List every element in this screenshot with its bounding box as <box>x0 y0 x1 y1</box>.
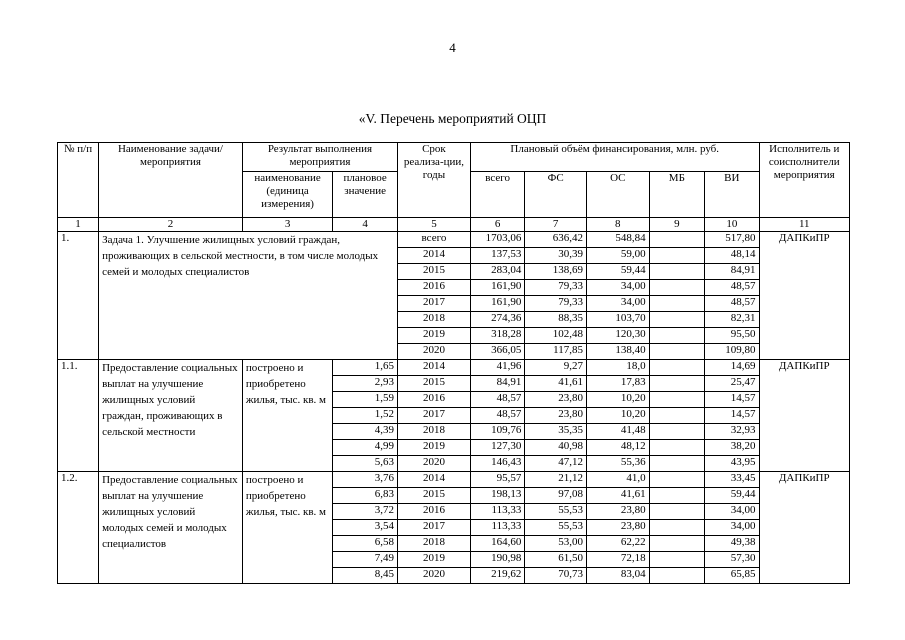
total-cell: 164,60 <box>470 536 524 552</box>
column-number: 5 <box>397 218 470 232</box>
vi-cell: 84,91 <box>705 264 759 280</box>
task-name: Предоставление социальных выплат на улучшение жилищных условий граждан, проживающих в сельской местности <box>99 360 243 472</box>
vi-cell: 32,93 <box>705 424 759 440</box>
measures-table <box>57 142 850 584</box>
os-cell: 55,36 <box>586 456 649 472</box>
header-os: ОС <box>586 172 649 218</box>
row-number: 1.2. <box>58 472 99 584</box>
total-cell: 198,13 <box>470 488 524 504</box>
total-cell: 161,90 <box>470 296 524 312</box>
vi-cell: 38,20 <box>705 440 759 456</box>
header-term: Срок реализа-ции, годы <box>397 143 470 218</box>
total-cell: 109,76 <box>470 424 524 440</box>
result-unit: построено и приобретено жилья, тыс. кв. м <box>242 472 332 584</box>
total-cell: 113,33 <box>470 520 524 536</box>
column-number: 2 <box>99 218 243 232</box>
fs-cell: 79,33 <box>525 296 587 312</box>
mb-cell <box>649 568 704 584</box>
mb-cell <box>649 408 704 424</box>
fs-cell: 55,53 <box>525 504 587 520</box>
total-cell: 95,57 <box>470 472 524 488</box>
total-cell: 113,33 <box>470 504 524 520</box>
table-body <box>58 232 850 584</box>
total-cell: 274,36 <box>470 312 524 328</box>
year-cell: 2014 <box>397 248 470 264</box>
plan-value: 7,49 <box>333 552 398 568</box>
os-cell: 72,18 <box>586 552 649 568</box>
table-row <box>58 232 850 248</box>
mb-cell <box>649 504 704 520</box>
fs-cell: 53,00 <box>525 536 587 552</box>
header-fs: ФС <box>525 172 587 218</box>
mb-cell <box>649 264 704 280</box>
mb-cell <box>649 312 704 328</box>
fs-cell: 636,42 <box>525 232 587 248</box>
fs-cell: 21,12 <box>525 472 587 488</box>
vi-cell: 14,69 <box>705 360 759 376</box>
year-cell: 2020 <box>397 568 470 584</box>
header-mb: МБ <box>649 172 704 218</box>
year-cell: 2019 <box>397 440 470 456</box>
vi-cell: 517,80 <box>705 232 759 248</box>
vi-cell: 48,57 <box>705 296 759 312</box>
total-cell: 146,43 <box>470 456 524 472</box>
os-cell: 18,0 <box>586 360 649 376</box>
year-cell: 2016 <box>397 392 470 408</box>
task-name: Задача 1. Улучшение жилищных условий граждан, проживающих в сельской местности, в том числе молодых семей и молодых специалистов <box>99 232 398 360</box>
vi-cell: 14,57 <box>705 392 759 408</box>
fs-cell: 30,39 <box>525 248 587 264</box>
year-cell: 2014 <box>397 472 470 488</box>
os-cell: 48,12 <box>586 440 649 456</box>
mb-cell <box>649 360 704 376</box>
plan-value: 3,76 <box>333 472 398 488</box>
vi-cell: 48,57 <box>705 280 759 296</box>
row-number: 1.1. <box>58 360 99 472</box>
year-cell: 2018 <box>397 312 470 328</box>
header-result: Результат выполнения мероприятия <box>242 143 397 172</box>
total-cell: 137,53 <box>470 248 524 264</box>
header-finance: Плановый объём финансирования, млн. руб. <box>470 143 759 172</box>
os-cell: 548,84 <box>586 232 649 248</box>
plan-value: 4,39 <box>333 424 398 440</box>
os-cell: 41,0 <box>586 472 649 488</box>
fs-cell: 97,08 <box>525 488 587 504</box>
fs-cell: 88,35 <box>525 312 587 328</box>
plan-value: 1,59 <box>333 392 398 408</box>
header-executor: Исполнитель и соисполнители мероприятия <box>759 143 849 218</box>
vi-cell: 57,30 <box>705 552 759 568</box>
column-number: 11 <box>759 218 849 232</box>
mb-cell <box>649 552 704 568</box>
fs-cell: 40,98 <box>525 440 587 456</box>
total-cell: 283,04 <box>470 264 524 280</box>
os-cell: 41,61 <box>586 488 649 504</box>
plan-value: 6,58 <box>333 536 398 552</box>
vi-cell: 109,80 <box>705 344 759 360</box>
task-name: Предоставление социальных выплат на улучшение жилищных условий молодых семей и молодых специалистов <box>99 472 243 584</box>
mb-cell <box>649 440 704 456</box>
plan-value: 1,52 <box>333 408 398 424</box>
year-cell: 2015 <box>397 488 470 504</box>
os-cell: 34,00 <box>586 296 649 312</box>
year-cell: всего <box>397 232 470 248</box>
column-number: 9 <box>649 218 704 232</box>
executor-cell: ДАПКиПР <box>759 360 849 472</box>
page-title: «V. Перечень мероприятий ОЦП <box>358 111 547 126</box>
header-task: Наименование задачи/мероприятия <box>99 143 243 218</box>
os-cell: 59,44 <box>586 264 649 280</box>
vi-cell: 33,45 <box>705 472 759 488</box>
mb-cell <box>649 472 704 488</box>
mb-cell <box>649 232 704 248</box>
year-cell: 2020 <box>397 344 470 360</box>
table-row <box>58 360 850 376</box>
year-cell: 2015 <box>397 376 470 392</box>
fs-cell: 23,80 <box>525 408 587 424</box>
header-num: № п/п <box>58 143 99 218</box>
os-cell: 34,00 <box>586 280 649 296</box>
os-cell: 120,30 <box>586 328 649 344</box>
os-cell: 23,80 <box>586 520 649 536</box>
os-cell: 59,00 <box>586 248 649 264</box>
column-number: 7 <box>525 218 587 232</box>
row-number: 1. <box>58 232 99 360</box>
total-cell: 190,98 <box>470 552 524 568</box>
mb-cell <box>649 424 704 440</box>
mb-cell <box>649 456 704 472</box>
vi-cell: 59,44 <box>705 488 759 504</box>
header-result-plan: плановое значение <box>333 172 398 218</box>
column-number: 1 <box>58 218 99 232</box>
plan-value: 2,93 <box>333 376 398 392</box>
year-cell: 2017 <box>397 520 470 536</box>
table-row <box>58 472 850 488</box>
os-cell: 41,48 <box>586 424 649 440</box>
vi-cell: 95,50 <box>705 328 759 344</box>
fs-cell: 70,73 <box>525 568 587 584</box>
plan-value: 5,63 <box>333 456 398 472</box>
total-cell: 48,57 <box>470 408 524 424</box>
year-cell: 2017 <box>397 296 470 312</box>
year-cell: 2016 <box>397 504 470 520</box>
fs-cell: 102,48 <box>525 328 587 344</box>
fs-cell: 47,12 <box>525 456 587 472</box>
year-cell: 2020 <box>397 456 470 472</box>
os-cell: 10,20 <box>586 392 649 408</box>
mb-cell <box>649 488 704 504</box>
fs-cell: 23,80 <box>525 392 587 408</box>
fs-cell: 41,61 <box>525 376 587 392</box>
vi-cell: 65,85 <box>705 568 759 584</box>
page-number: 4 <box>449 40 456 55</box>
fs-cell: 138,69 <box>525 264 587 280</box>
mb-cell <box>649 536 704 552</box>
total-cell: 48,57 <box>470 392 524 408</box>
vi-cell: 34,00 <box>705 520 759 536</box>
fs-cell: 35,35 <box>525 424 587 440</box>
total-cell: 1703,06 <box>470 232 524 248</box>
plan-value: 4,99 <box>333 440 398 456</box>
vi-cell: 49,38 <box>705 536 759 552</box>
plan-value: 6,83 <box>333 488 398 504</box>
total-cell: 41,96 <box>470 360 524 376</box>
plan-value: 3,72 <box>333 504 398 520</box>
mb-cell <box>649 392 704 408</box>
os-cell: 62,22 <box>586 536 649 552</box>
os-cell: 103,70 <box>586 312 649 328</box>
executor-cell: ДАПКиПР <box>759 232 849 360</box>
vi-cell: 82,31 <box>705 312 759 328</box>
plan-value: 3,54 <box>333 520 398 536</box>
year-cell: 2015 <box>397 264 470 280</box>
total-cell: 318,28 <box>470 328 524 344</box>
column-number: 6 <box>470 218 524 232</box>
mb-cell <box>649 520 704 536</box>
vi-cell: 48,14 <box>705 248 759 264</box>
total-cell: 366,05 <box>470 344 524 360</box>
os-cell: 10,20 <box>586 408 649 424</box>
total-cell: 161,90 <box>470 280 524 296</box>
year-cell: 2014 <box>397 360 470 376</box>
header-result-name: наименование (единица измерения) <box>242 172 332 218</box>
mb-cell <box>649 296 704 312</box>
column-number-row <box>58 218 850 232</box>
mb-cell <box>649 280 704 296</box>
year-cell: 2019 <box>397 552 470 568</box>
os-cell: 23,80 <box>586 504 649 520</box>
vi-cell: 43,95 <box>705 456 759 472</box>
mb-cell <box>649 376 704 392</box>
mb-cell <box>649 248 704 264</box>
fs-cell: 117,85 <box>525 344 587 360</box>
column-number: 3 <box>242 218 332 232</box>
total-cell: 219,62 <box>470 568 524 584</box>
os-cell: 83,04 <box>586 568 649 584</box>
header-vi: ВИ <box>705 172 759 218</box>
mb-cell <box>649 344 704 360</box>
year-cell: 2018 <box>397 536 470 552</box>
column-number: 10 <box>705 218 759 232</box>
total-cell: 127,30 <box>470 440 524 456</box>
fs-cell: 9,27 <box>525 360 587 376</box>
mb-cell <box>649 328 704 344</box>
year-cell: 2016 <box>397 280 470 296</box>
total-cell: 84,91 <box>470 376 524 392</box>
fs-cell: 55,53 <box>525 520 587 536</box>
vi-cell: 34,00 <box>705 504 759 520</box>
os-cell: 17,83 <box>586 376 649 392</box>
year-cell: 2017 <box>397 408 470 424</box>
header-row <box>58 143 850 172</box>
column-number: 8 <box>586 218 649 232</box>
plan-value: 8,45 <box>333 568 398 584</box>
year-cell: 2018 <box>397 424 470 440</box>
os-cell: 138,40 <box>586 344 649 360</box>
executor-cell: ДАПКиПР <box>759 472 849 584</box>
vi-cell: 14,57 <box>705 408 759 424</box>
plan-value: 1,65 <box>333 360 398 376</box>
column-number: 4 <box>333 218 398 232</box>
result-unit: построено и приобретено жилья, тыс. кв. м <box>242 360 332 472</box>
fs-cell: 61,50 <box>525 552 587 568</box>
year-cell: 2019 <box>397 328 470 344</box>
vi-cell: 25,47 <box>705 376 759 392</box>
fs-cell: 79,33 <box>525 280 587 296</box>
header-total: всего <box>470 172 524 218</box>
